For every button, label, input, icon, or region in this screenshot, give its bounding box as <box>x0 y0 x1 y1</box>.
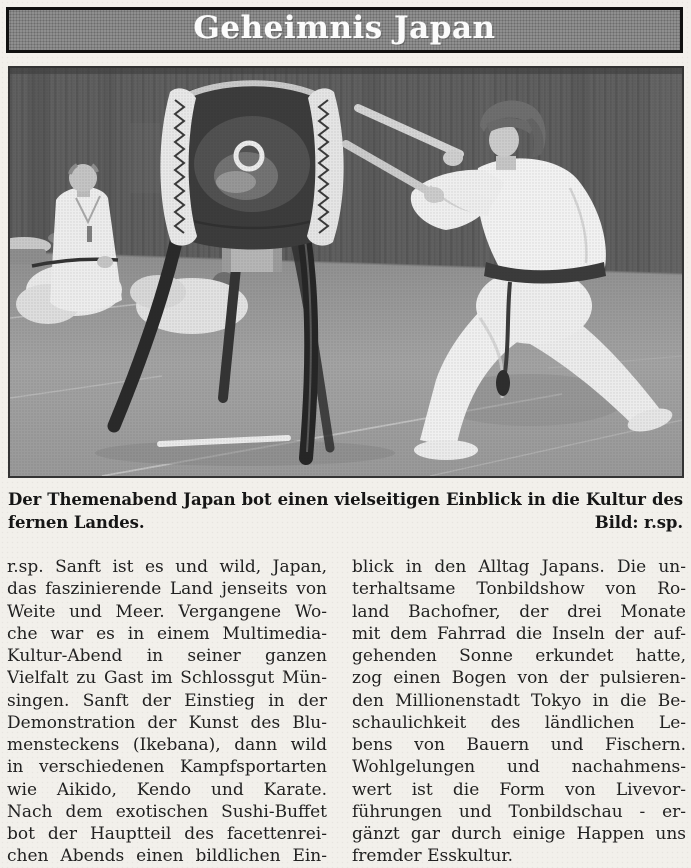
article-text-line: chen Abends einen bildlichen Ein- <box>7 846 327 867</box>
article-text-line: wert ist die Form von Livevor- <box>352 779 686 800</box>
article-text-line: terhaltsame Tonbildshow von Ro- <box>352 579 686 600</box>
article-text-line: in verschiedenen Kampfsportarten <box>7 757 327 778</box>
article-text-line: Demonstration der Kunst des Blu- <box>7 712 327 733</box>
article-text-line: zog einen Bogen von der pulsieren- <box>352 668 686 689</box>
article-text-line: singen. Sanft der Einstieg in der <box>7 690 327 711</box>
article-column-left <box>7 556 327 868</box>
article-text-line: Wohlgelungen und nachahmens- <box>352 757 686 778</box>
article-text-line: bens von Bauern und Fischern. <box>352 735 686 756</box>
article-text-line: Weite und Meer. Vergangene Wo- <box>7 601 327 622</box>
photo-credit: Bild: r.sp. <box>594 513 683 532</box>
article-text-line: den Millionenstadt Tokyo in die Be- <box>352 690 686 711</box>
article-text-line: führungen und Tonbildschau - er- <box>352 801 686 822</box>
article-text-line: bot der Hauptteil des facettenrei- <box>7 824 327 845</box>
article-text-line: gänzt gar durch einige Happen uns <box>352 824 686 845</box>
article-text-line: Nach dem exotischen Sushi-Buffet <box>7 801 327 822</box>
article-body <box>7 556 686 868</box>
article-text-line: blick in den Alltag Japans. Die un- <box>352 557 686 577</box>
article-text-line: che war es in einem Multimedia- <box>7 623 327 644</box>
article-text-line: wie Aikido, Kendo und Karate. <box>7 779 327 800</box>
article-text-line: schaulichkeit des ländlichen Le- <box>352 712 686 733</box>
article-text-line: fremder Esskultur. <box>352 846 514 867</box>
article-text-line: land Bachofner, der drei Monate <box>352 601 686 622</box>
article-text-line: das faszinierende Land jenseits von <box>7 579 327 600</box>
article-photo <box>8 66 684 478</box>
photo-caption-line-1: Der Themenabend Japan bot einen vielseitigen Einblick in die Kultur des <box>8 490 683 509</box>
halftone-overlay <box>10 68 682 476</box>
photo-caption-line-2: fernen Landes. <box>8 513 145 532</box>
article-text-line: mit dem Fahrrad die Inseln der auf- <box>352 623 686 644</box>
article-text-line: gehenden Sonne erkundet hatte, <box>352 646 686 667</box>
article-text-line: r.sp. Sanft ist es und wild, Japan, <box>7 557 327 577</box>
article-text-line: mensteckens (Ikebana), dann wild <box>7 735 327 756</box>
article-text-line: Kultur-Abend in seiner ganzen <box>7 646 327 667</box>
article-headline: Geheimnis Japan <box>193 10 496 46</box>
article-column-right <box>352 556 686 868</box>
photo-caption <box>8 488 683 534</box>
article-text-line: Vielfalt zu Gast im Schlossgut Mün- <box>7 668 327 689</box>
article-headline-bar <box>6 7 683 53</box>
